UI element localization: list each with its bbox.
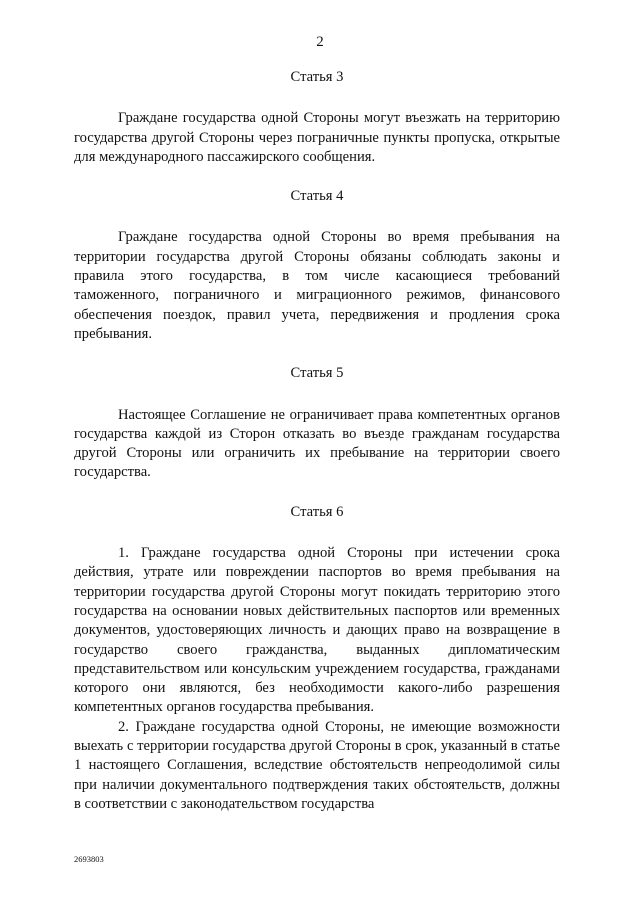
article-paragraph: 2. Граждане государства одной Стороны, не имеющие возможности выехать с территории государства другой Стороны в срок, указанный в статье 1 настоящего Соглашения, вследствие обстоятельств непреодолимой силы при наличии документального подтверждения таких обстоятельств, должны в соответствии с законодательством государства [74, 718, 560, 812]
article-heading: Статья 6 [290, 503, 344, 520]
article-5 [74, 364, 560, 502]
article-heading: Статья 4 [290, 188, 344, 205]
article-paragraph: Граждане государства одной Стороны могут въезжать на территорию государства другой Стороны через пограничные пункты пропуска, открытые для международного пассажирского сообщения. [74, 110, 560, 165]
article-heading: Статья 5 [290, 365, 344, 382]
document-body [74, 68, 560, 814]
article-4 [74, 187, 560, 364]
article-3 [74, 68, 560, 187]
article-paragraph: 1. Граждане государства одной Стороны при истечении срока действия, утрате или повреждении паспортов во время пребывания на территории государства другой Стороны могут покидать территорию этого государства на основании новых действительных паспортов или временных документов, удостоверяющих личность и дающих право на возвращение в государство своего гражданства, выданных дипломатическим представительством или консульским учреждением государства, гражданами которого они являются, без необходимости какого-либо разрешения компетентных органов государства пребывания. [74, 545, 560, 716]
document-code: 2693803 [74, 854, 104, 864]
article-6 [74, 503, 560, 814]
article-paragraph: Настоящее Соглашение не ограничивает права компетентных органов государства каждой из Сторон отказать во въезде гражданам государства другой Стороны или ограничить их пребывание на территории своего государства. [74, 406, 560, 481]
page-number: 2 [316, 34, 324, 50]
article-paragraph: Граждане государства одной Стороны во время пребывания на территории государства другой Стороны обязаны соблюдать законы и правила этого государства, в том числе касающиеся требований таможенного, пограничного и миграционного режимов, финансового обеспечения поездок, правил учета, передвижения и продления срока пребывания. [74, 229, 560, 342]
article-heading: Статья 3 [290, 69, 344, 85]
